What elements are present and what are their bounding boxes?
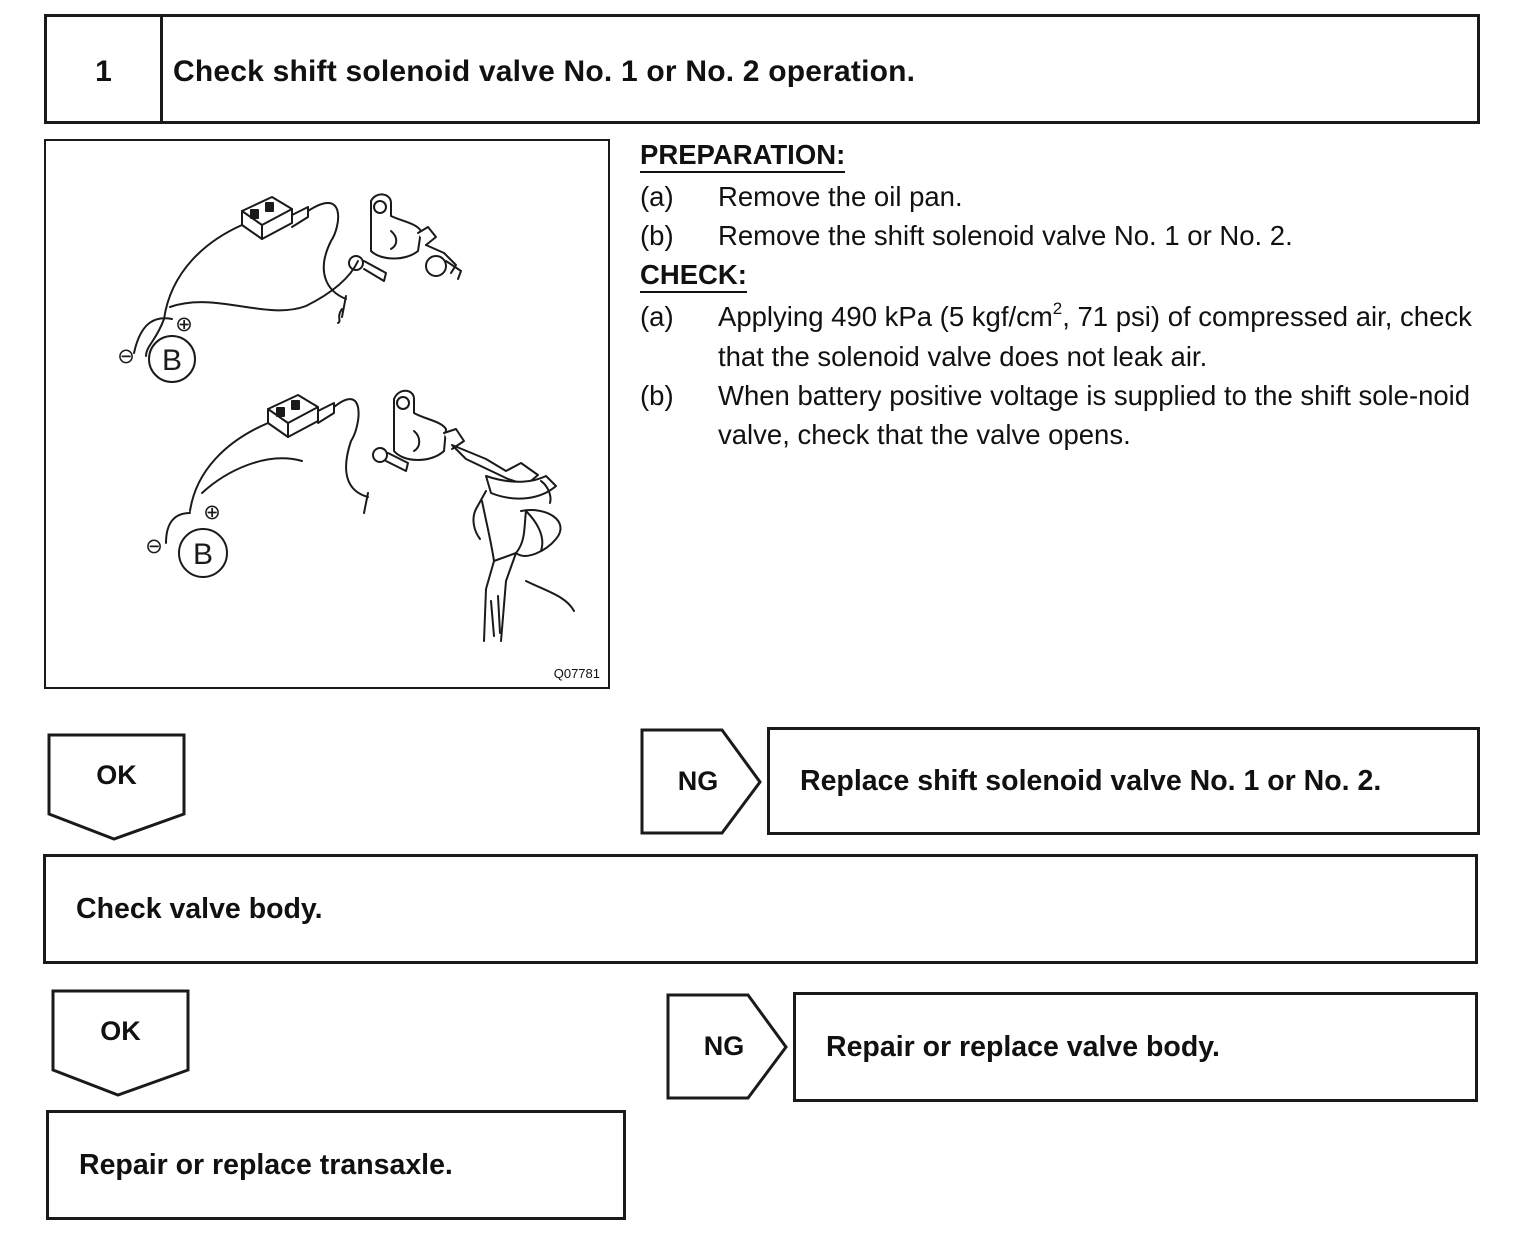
- illustration-frame: [44, 139, 610, 689]
- item-label: (b): [640, 220, 674, 252]
- step2-title: Check valve body.: [76, 892, 323, 925]
- item-label: (b): [640, 379, 674, 411]
- ng-result-text-2: Repair or replace valve body.: [826, 1030, 1220, 1063]
- solenoid-test-illustration: [46, 141, 608, 687]
- ng-label-2: NG: [703, 1031, 745, 1061]
- step-number: 1: [95, 55, 112, 88]
- minus-terminal-icon: ⊖: [117, 344, 135, 368]
- battery-label-upper: B: [161, 344, 183, 377]
- item-text: Remove the oil pan.: [718, 181, 963, 212]
- ng-result-box-1: [767, 727, 1480, 835]
- item-label: (a): [640, 181, 674, 212]
- figure-code: Q07781: [553, 666, 600, 681]
- superscript: 2: [1052, 299, 1063, 319]
- ok-result-text-2: Repair or replace transaxle.: [79, 1148, 453, 1181]
- ok-label-1: OK: [96, 760, 137, 790]
- battery-upper: [117, 312, 195, 382]
- ng-result-box-2: [793, 992, 1478, 1102]
- preparation-heading: PREPARATION:: [640, 138, 845, 173]
- step2-box: [43, 854, 1478, 964]
- check-item: [640, 297, 1490, 375]
- solenoid-valve-icon: [364, 391, 464, 513]
- plus-terminal-icon: ⊕: [175, 312, 193, 336]
- preparation-item: [640, 216, 1490, 255]
- lower-test-setup: [145, 391, 574, 641]
- solenoid-valve-icon: [338, 194, 461, 323]
- step-header: [44, 14, 1480, 124]
- step-number-cell: [47, 17, 163, 121]
- check-heading: CHECK:: [640, 258, 747, 293]
- ok-result-box-2: [46, 1110, 626, 1220]
- instructions: [640, 135, 1490, 454]
- item-text: Remove the shift solenoid valve No. 1 or No. 2.: [718, 220, 1293, 252]
- preparation-item: [640, 177, 1490, 216]
- battery-lower: [145, 500, 227, 577]
- item-text: When battery positive voltage is supplied to the shift sole-noid valve, check that the valve opens.: [718, 379, 1471, 451]
- upper-test-setup: [117, 194, 461, 382]
- connector-icon: [268, 395, 334, 437]
- plus-terminal-icon: ⊕: [203, 500, 221, 524]
- item-text-part: Applying 490 kPa (5 kgf/cm: [718, 301, 1053, 333]
- minus-terminal-icon: ⊖: [145, 534, 163, 558]
- check-item: [640, 376, 1490, 454]
- ng-result-text-1: Replace shift solenoid valve No. 1 or No. 2.: [800, 764, 1382, 797]
- item-label: (a): [640, 301, 674, 333]
- step-title: Check shift solenoid valve No. 1 or No. 2 operation.: [173, 55, 916, 88]
- ok-label-2: OK: [100, 1016, 141, 1046]
- ng-label-1: NG: [677, 766, 719, 796]
- air-gun-icon: [452, 445, 574, 641]
- connector-icon: [242, 197, 308, 239]
- item-text-part: , 71 psi) of compressed air, check that the solenoid valve does not leak air.: [718, 301, 1472, 372]
- battery-label-lower: B: [192, 538, 214, 571]
